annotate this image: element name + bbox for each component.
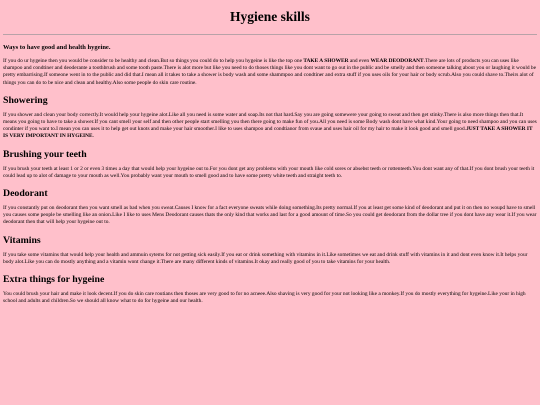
intro-paragraph — [3, 58, 537, 87]
vitamins-paragraph: If you take some vitamins that would help your health and ammuin sytems for not getting sick easily.If you eat or drink something with vitamins in it.Like sometimes we eat and drink stuff with vitamins in it and dont even know it.It helps your body alot.Like you can do mostly anything and a vitamin wont change it.There are many different kinds of vitamins.It okay and really good of you to take vitamins for your health. — [3, 251, 528, 265]
showering-heading: Showering — [3, 94, 48, 106]
showering-paragraph — [3, 112, 537, 141]
extra-heading: Extra things for hygeine — [3, 274, 105, 286]
intro-text-3: .There are lots of products you can uses like shampoo and condtiner and deoderante a toothbrush and some tooth paste.There is alot more but like you need to do thoses things like you dont want to go out in the public and be smelly and then someone talking about you or laughing it would be pretty embarrising.If someone went in to the public and did that.I mean all it takes to take a shower is body wash and some shammpoo and condtiner and extra stuff if you uses oils for your hair or body scrub.Also you could shave to.Theirs alot of things you can do to be nice and clean and healthy.Also some people do skin care routine. — [3, 58, 536, 86]
brushing-paragraph: If you brush your teeth at least 1 or 2 or even 3 times a day that would help your hygeine out to.For you dont get any problems with your mouth like cold sores or absebst teeth or rottenteeth.You dont want any of that.If you dont brush your teeth it could lead up to alot of damage to your mouth as well.You probably want your mouth to smell good and to have some pretty white teeth and straight teeth to. — [3, 165, 535, 179]
showering-bold: JUST TAKE A SHOWER IT IS VERY IMPORTANT IN HYGEINE — [3, 126, 533, 140]
intro-heading: Ways to have good and health hygeine. — [3, 44, 111, 51]
page-title: Hygiene skills — [230, 9, 310, 24]
deodorant-paragraph: If you constantly put on deodorant then you want smell as bad when you sweat.Causes I know for a fact everyone sweats while doing something.Its pretty normal.If you at least get some kind of deodorant and put it on then no woupd have to smell you causes some people be smelling like an onion.Like I like to uses Mens Deodorant causes thats the only kind that works and last for a good amount of time.So you could get deodorant from the dollar tree if you dont have any wear it.If you wear deodorant then that will help your hygeine out to. — [3, 205, 537, 226]
divider — [3, 34, 537, 35]
extra-paragraph: You could brush your hair and make it look decent.If you do skin care routians then thoses are very good to for no acneee.Also shaving is very good for your not looking like a monkey.If you do mostly everything for hygeine.Like your in high school and adults and children.So we should all know what to do for hygeine and our health. — [3, 291, 526, 305]
intro-text-2: and even — [348, 58, 371, 64]
intro-bold-shower: TAKE A SHOWER — [303, 58, 349, 64]
intro-text-1: If you do ur hygeine then you would be consider to be healthy and clean.But so things you could do to help you hygeine is like the top one — [3, 58, 304, 64]
brushing-heading: Brushing your teeth — [3, 148, 87, 160]
vitamins-heading: Vitamins — [3, 234, 41, 246]
intro-bold-deodorant: WEAR DEODORANT — [370, 58, 424, 64]
showering-text: If you shower and clean your body correctly.It would help your hygeine alot.Like all you need is some water and soap.Its not that hard.Say you are going somewere your going to sweat and then get stinky.There is also more things then that.It means you going to have to take a shower.If you cant smell your self and then other people start smelling you then there going to make fun of you.All you need is some Body wash dont have what kind.Your going to need shampoo and you can uses condinter if you want to.I mean you can uses it to help get out knots and make your hair smoother.I like to uses shampoo and condtianor from svaue and uses hair oil for my hair to make it look good and smell good. — [3, 111, 537, 133]
showering-tail: . — [92, 133, 94, 140]
deodorant-heading: Deodorant — [3, 188, 48, 200]
